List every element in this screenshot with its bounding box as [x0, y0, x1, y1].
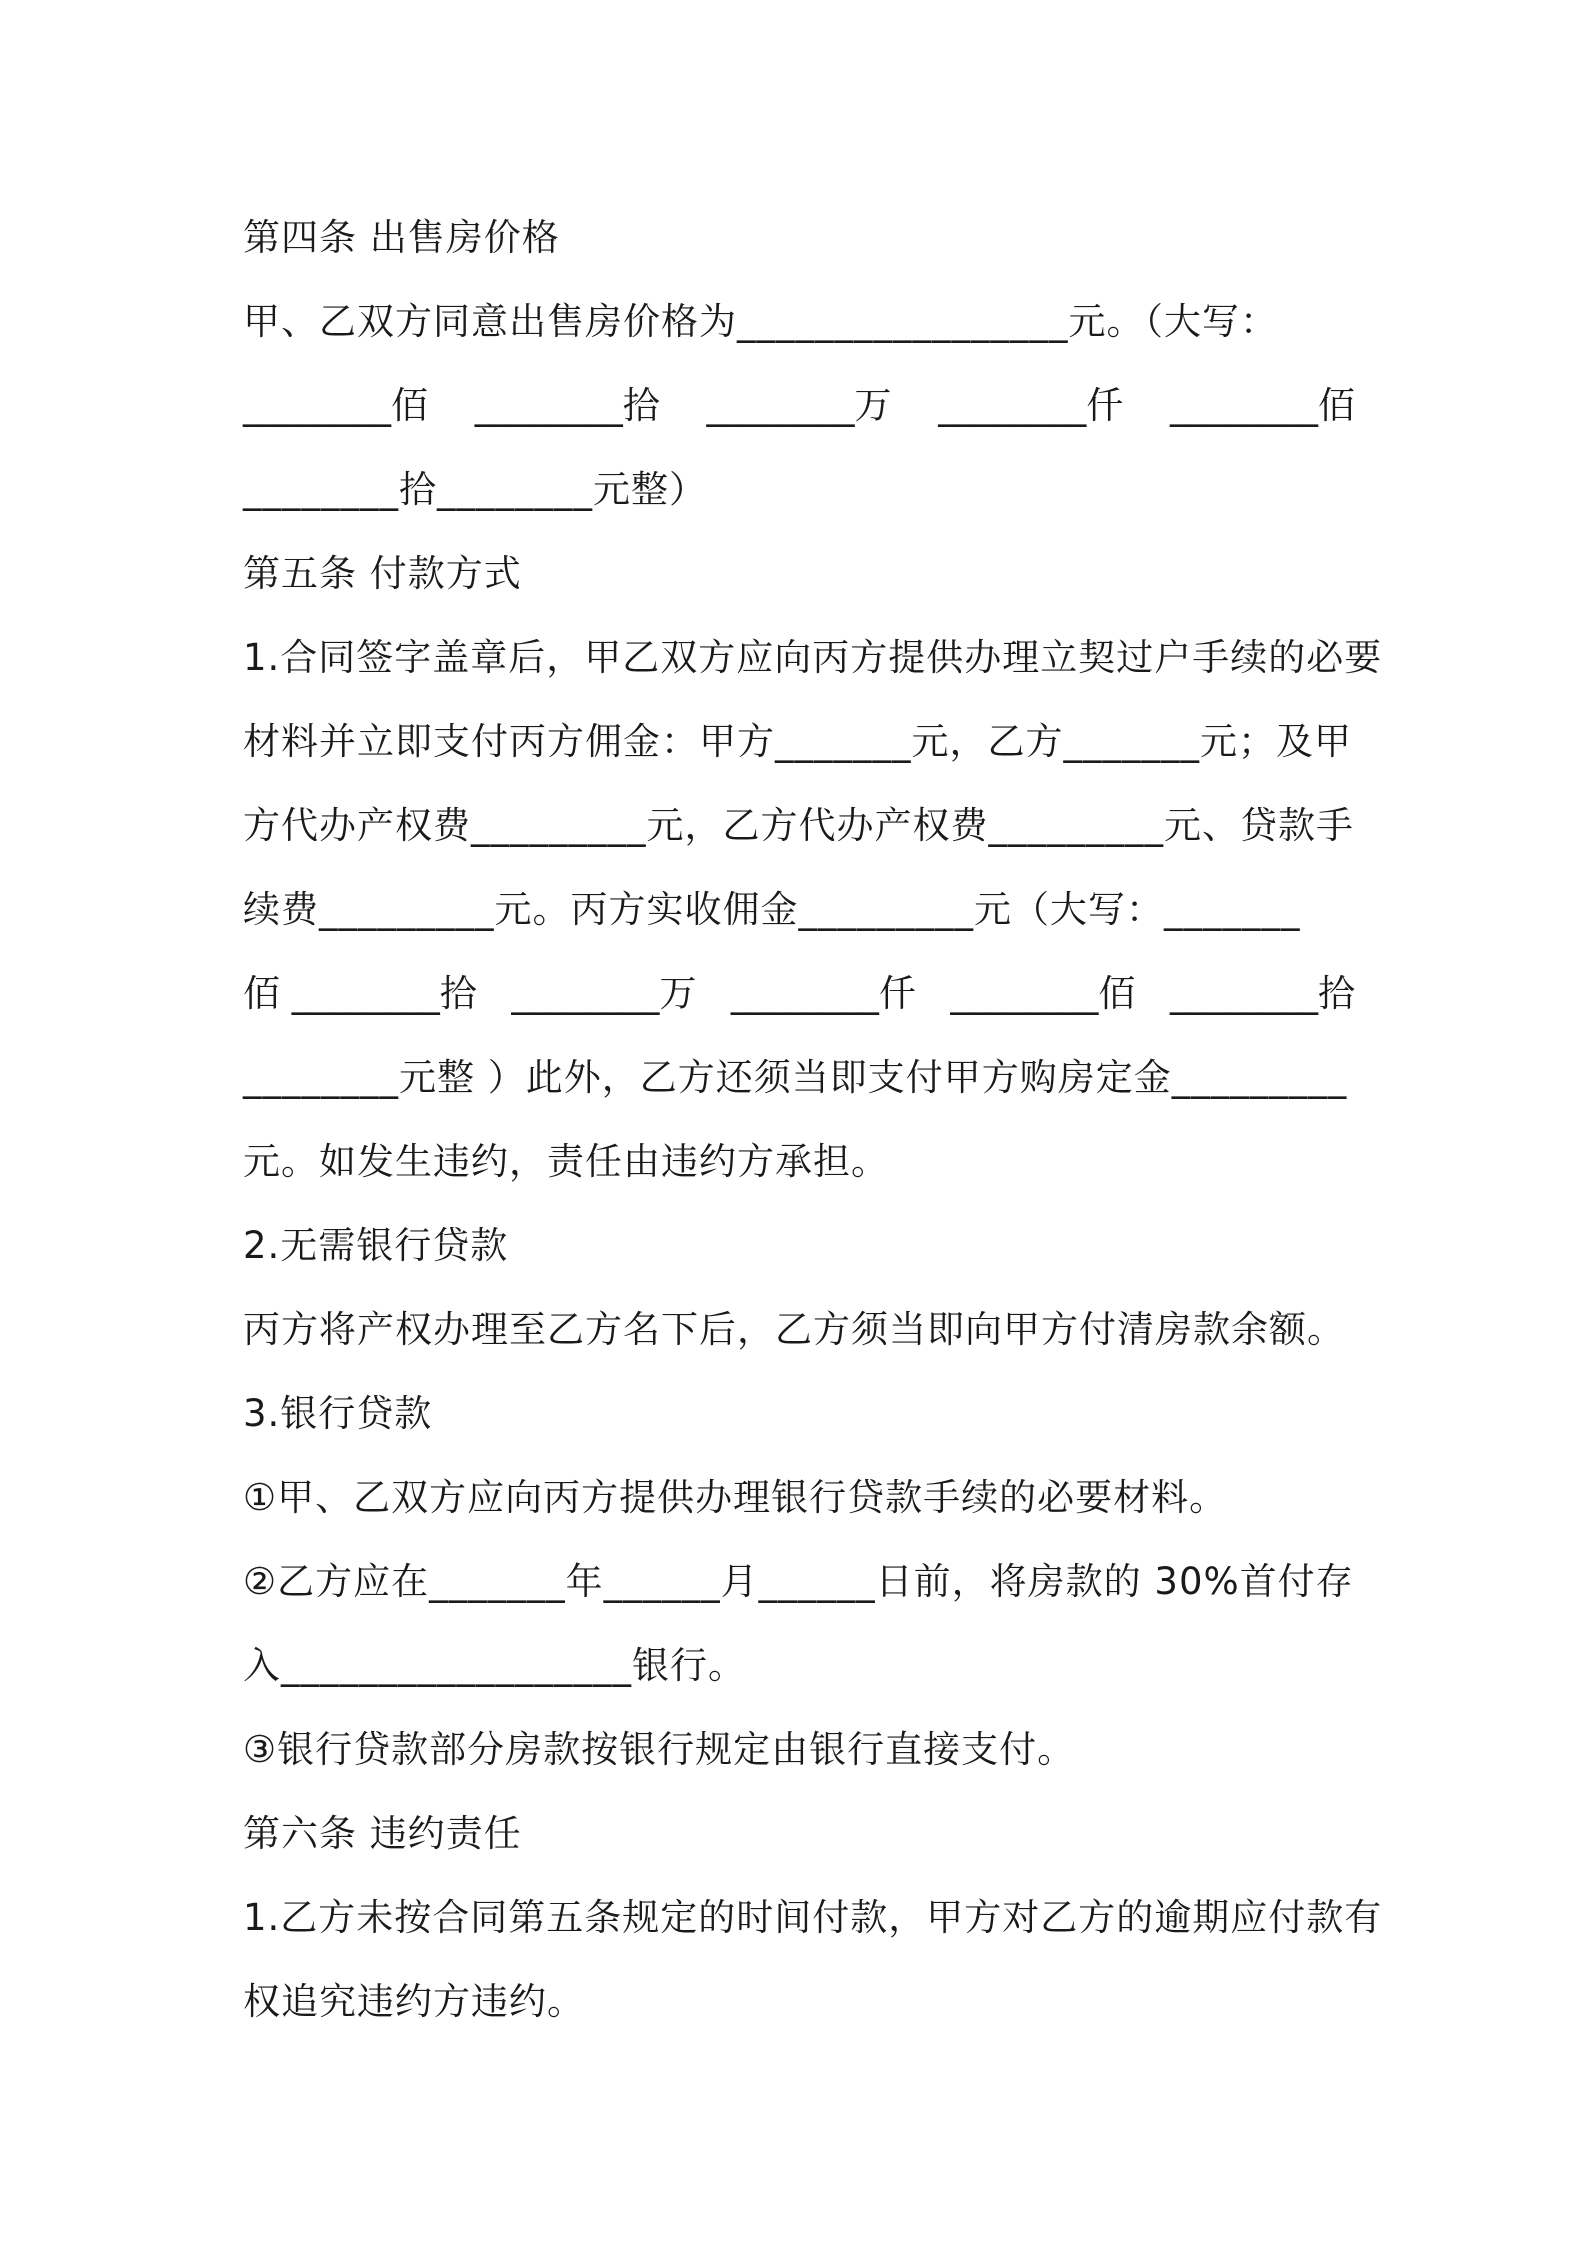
blank-field: ________佰	[950, 972, 1136, 1015]
blank-field: ________拾	[1169, 972, 1355, 1015]
article5-sub3-item: 入__________________银行。	[243, 1644, 746, 1687]
article5-sub3-item: ②乙方应在_______年______月______日前，将房款的 30%首付存	[243, 1560, 1354, 1603]
blank-field: 佰 ________拾	[243, 972, 477, 1015]
article6-heading: 第六条 违约责任	[243, 1812, 522, 1855]
article5-sub2-heading: 2.无需银行贷款	[243, 1224, 509, 1267]
article4-price-line: 甲、乙双方同意出售房价格为_________________元。（大写：	[243, 300, 1278, 343]
article4-heading: 第四条 出售房价格	[243, 216, 560, 259]
blank-field: ________万	[511, 972, 697, 1015]
article5-sub3-item: ③银行贷款部分房款按银行规定由银行直接支付。	[243, 1728, 1076, 1771]
article6-p1-line: 1.乙方未按合同第五条规定的时间付款，甲方对乙方的逾期应付款有	[243, 1896, 1383, 1939]
article5-sub3-item: ①甲、乙双方应向丙方提供办理银行贷款手续的必要材料。	[243, 1476, 1228, 1519]
article5-p1-line: 方代办产权费_________元，乙方代办产权费_________元、贷款手	[243, 804, 1354, 847]
article5-p1-line: 材料并立即支付丙方佣金：甲方_______元，乙方_______元；及甲	[243, 720, 1352, 763]
blank-field: ________仟	[730, 972, 916, 1015]
blank-field: ________拾	[474, 384, 660, 427]
article4-price-words-end: ________拾________元整）	[243, 468, 707, 511]
article5-p1-line: 续费_________元。丙方实收佣金_________元（大写：_______	[243, 888, 1301, 931]
blank-field: ________佰	[1170, 384, 1355, 427]
article5-p1-line: ________元整 ）此外，乙方还须当即支付甲方购房定金_________	[243, 1056, 1348, 1099]
article5-p1-line: 元。如发生违约，责任由违约方承担。	[243, 1140, 889, 1183]
article5-sub2-text: 丙方将产权办理至乙方名下后，乙方须当即向甲方付清房款余额。	[243, 1308, 1345, 1351]
contract-page	[243, 196, 1383, 2044]
blank-field: ________佰	[243, 384, 428, 427]
article5-p1-line: 1.合同签字盖章后，甲乙双方应向丙方提供办理立契过户手续的必要	[243, 636, 1383, 679]
article5-heading: 第五条 付款方式	[243, 552, 522, 595]
blank-field: ________万	[706, 384, 892, 427]
blank-field: ________仟	[938, 384, 1124, 427]
article5-p1-words-line	[243, 952, 1355, 1036]
article6-p1-line: 权追究违约方违约。	[243, 1980, 585, 2023]
article5-sub3-heading: 3.银行贷款	[243, 1392, 433, 1435]
article4-price-words-line	[243, 364, 1355, 448]
